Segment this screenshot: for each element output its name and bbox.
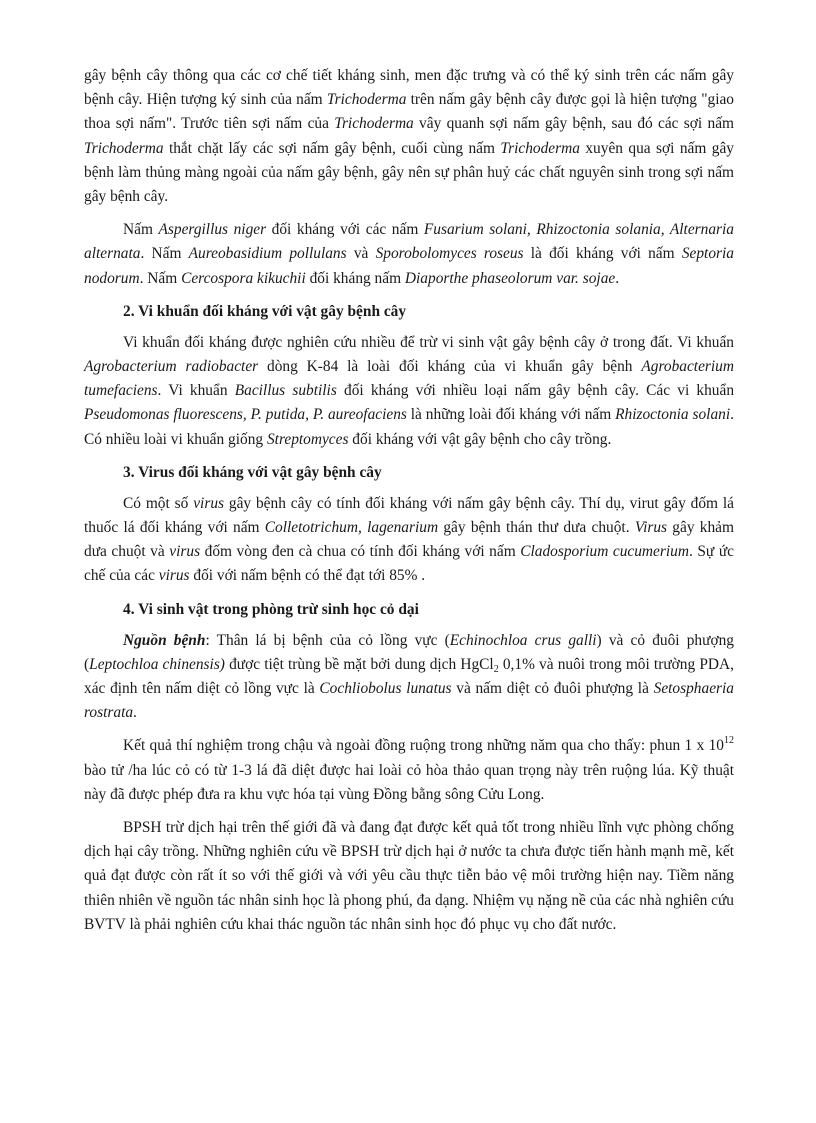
italic-term: Agrobacterium radiobacter <box>84 358 259 376</box>
italic-term: Fusarium solani, Rhizoctonia solania, Alternaria alternata <box>84 221 734 263</box>
text-run: vây quanh sợi nấm gây bệnh, sau đó các sợi nấm <box>413 115 734 133</box>
italic-term: Cochliobolus lunatus <box>319 680 452 698</box>
text-run: BPSH trừ dịch hại trên thế giới đã và đang đạt được kết quả tốt trong nhiều lĩnh vực phòng chống dịch hại cây trồng. Những nghiên cứu về BPSH trừ dịch hại ở nước ta chưa được tiến hành mạnh mẽ, kết quả đạt được còn rất ít so với thế giới và với yêu cầu thực tiễn bảo vệ môi trường hiện nay. Tiềm năng thiên nhiên về nguồn tác nhân sinh học là phong phú, đa dạng. Nhiệm vụ nặng nề của các nhà nghiên cứu BVTV là phải nghiên cứu khai thác nguồn tác nhân sinh học đó phục vụ cho đất nước. <box>84 819 734 933</box>
text-run: thắt chặt lấy các sợi nấm gây bệnh, cuối cùng nấm <box>163 139 501 157</box>
paragraph-bacteria <box>84 331 734 452</box>
text-run: dòng K-84 là loài đối kháng của vi khuẩn gây bệnh <box>258 358 642 376</box>
text-run: Vi khuẩn đối kháng được nghiên cứu nhiều để trừ vi sinh vật gây bệnh cây ở trong đất. Vi khuẩn <box>123 333 734 351</box>
document-page <box>84 64 734 946</box>
text-run: . <box>133 704 137 722</box>
text-run: đối kháng nấm <box>305 269 405 287</box>
paragraph-trichoderma <box>84 64 734 209</box>
text-run: và nấm diệt cỏ đuôi phượng là <box>451 680 654 698</box>
text-run: gây bệnh cây có tính đối kháng với nấm gây bệnh cây. Thí dụ, virut gây đốm lá thuốc lá đối kháng với nấm <box>84 494 735 537</box>
text-run: . Có nhiều loài vi khuẩn giống <box>84 406 734 448</box>
italic-term: Colletotrichum, lagenarium <box>264 519 439 537</box>
italic-term: Pseudomonas fluorescens, P. putida, P. aureofaciens <box>84 406 407 424</box>
italic-term: Aspergillus niger <box>158 221 267 239</box>
text-run: . Nấm <box>139 269 182 287</box>
text-run: là đối kháng với nấm <box>523 245 682 263</box>
text-run: ) và cỏ đuôi phượng ( <box>84 631 734 673</box>
text-run: Kết quả thí nghiệm trong chậu và ngoài đồng ruộng trong những năm qua cho thấy: phun 1 x 10 <box>123 737 724 755</box>
italic-term: Bacillus subtilis <box>234 382 337 400</box>
italic-term: Aureobasidium pollulans <box>188 245 347 263</box>
italic-term: Virus <box>634 519 668 537</box>
text-run: bào tử /ha lúc cỏ có từ 1-3 lá đã diệt được hai loài cỏ hòa thảo quan trọng này trên ruộng lúa. Kỹ thuật này đã được phép đưa ra khu vực hóa tại vùng Đồng bằng sông Cửu Long. <box>84 761 734 803</box>
text-run: . Nấm <box>140 245 189 263</box>
italic-term: Septoria nodorum <box>84 245 734 287</box>
text-run: . <box>615 269 620 287</box>
paragraph-conclusion <box>84 816 734 937</box>
italic-term: Trichoderma <box>500 139 580 157</box>
text-run: Có một số <box>123 494 194 512</box>
text-run: Nấm <box>123 221 159 239</box>
italic-term: virus <box>169 543 201 561</box>
text-run: và <box>346 245 376 263</box>
superscript: 12 <box>724 735 734 747</box>
subscript: 2 <box>493 663 499 675</box>
text-run: xuyên qua sợi nấm gây bệnh làm thủng màng ngoài của nấm gây bệnh, gây nên sự phân huỷ các chất nguyên sinh trong sợi nấm gây bệnh cây. <box>84 139 735 206</box>
text-run: gây khảm dưa chuột và <box>84 519 734 561</box>
bold-italic-label: Nguồn bệnh <box>123 631 206 649</box>
italic-term: Sporobolomyces roseus <box>375 245 524 263</box>
text-run: . Sự ức chế của các <box>84 543 734 585</box>
italic-term: Diaporthe phaseolorum var. sojae <box>404 269 616 287</box>
text-run: trên nấm gây bệnh cây được gọi là hiện tượng "giao thoa sợi nấm". Trước tiên sợi nấm của <box>84 91 735 133</box>
text-run: : Thân lá bị bệnh của cỏ lồng vực ( <box>205 631 450 649</box>
italic-term: Streptomyces <box>266 430 349 448</box>
paragraph-field-results <box>84 734 734 807</box>
text-run: đốm vòng đen cà chua có tính đối kháng với nấm <box>200 543 521 561</box>
italic-term: virus <box>193 494 225 512</box>
italic-term: Trichoderma <box>84 139 164 157</box>
italic-term: Trichoderma <box>326 91 407 109</box>
paragraph-virus <box>84 492 734 589</box>
text-run: gây bệnh cây thông qua các cơ chế tiết kháng sinh, men đặc trưng và có thể ký sinh trên các nấm gây bệnh cây. Hiện tượng ký sinh của nấm <box>84 67 734 109</box>
section-heading-weeds: 4. Vi sinh vật trong phòng trừ sinh học cỏ dại <box>123 600 419 618</box>
italic-term: Setosphaeria rostrata <box>84 680 734 722</box>
section-heading-virus: 3. Virus đối kháng với vật gây bệnh cây <box>123 463 382 481</box>
text-run: đối kháng với vật gây bệnh cho cây trồng. <box>348 430 612 448</box>
paragraph-pathogen-source <box>84 629 734 726</box>
italic-term: Cladosporium cucumerium <box>520 543 689 561</box>
italic-term: Echinochloa crus galli <box>449 631 597 649</box>
italic-term: Trichoderma <box>334 115 414 133</box>
text-run: 0,1% và nuôi trong môi trường PDA, xác định tên nấm diệt cỏ lồng vực là <box>84 655 734 698</box>
text-run: được tiệt trùng bề mặt bởi dung dịch HgCl <box>224 655 494 673</box>
text-run: đối với nấm bệnh có thể đạt tới 85% . <box>189 567 426 585</box>
text-run: là những loài đối kháng với nấm <box>406 406 616 424</box>
section-heading-bacteria: 2. Vi khuẩn đối kháng với vật gây bệnh cây <box>123 302 407 320</box>
italic-term: virus <box>158 567 190 585</box>
italic-term: Leptochloa chinensis) <box>89 655 225 673</box>
italic-term: Cercospora kikuchii <box>181 269 306 287</box>
text-run: . Vi khuẩn <box>157 382 235 400</box>
text-run: đối kháng với các nấm <box>266 221 424 239</box>
text-run: đối kháng với nhiều loại nấm gây bệnh cây. Các vi khuẩn <box>336 382 735 400</box>
text-run: gây bệnh thán thư dưa chuột. <box>438 519 635 537</box>
italic-term: Rhizoctonia solani <box>615 406 731 424</box>
paragraph-aspergillus <box>84 218 734 291</box>
italic-term: Agrobacterium tumefaciens <box>84 358 734 400</box>
